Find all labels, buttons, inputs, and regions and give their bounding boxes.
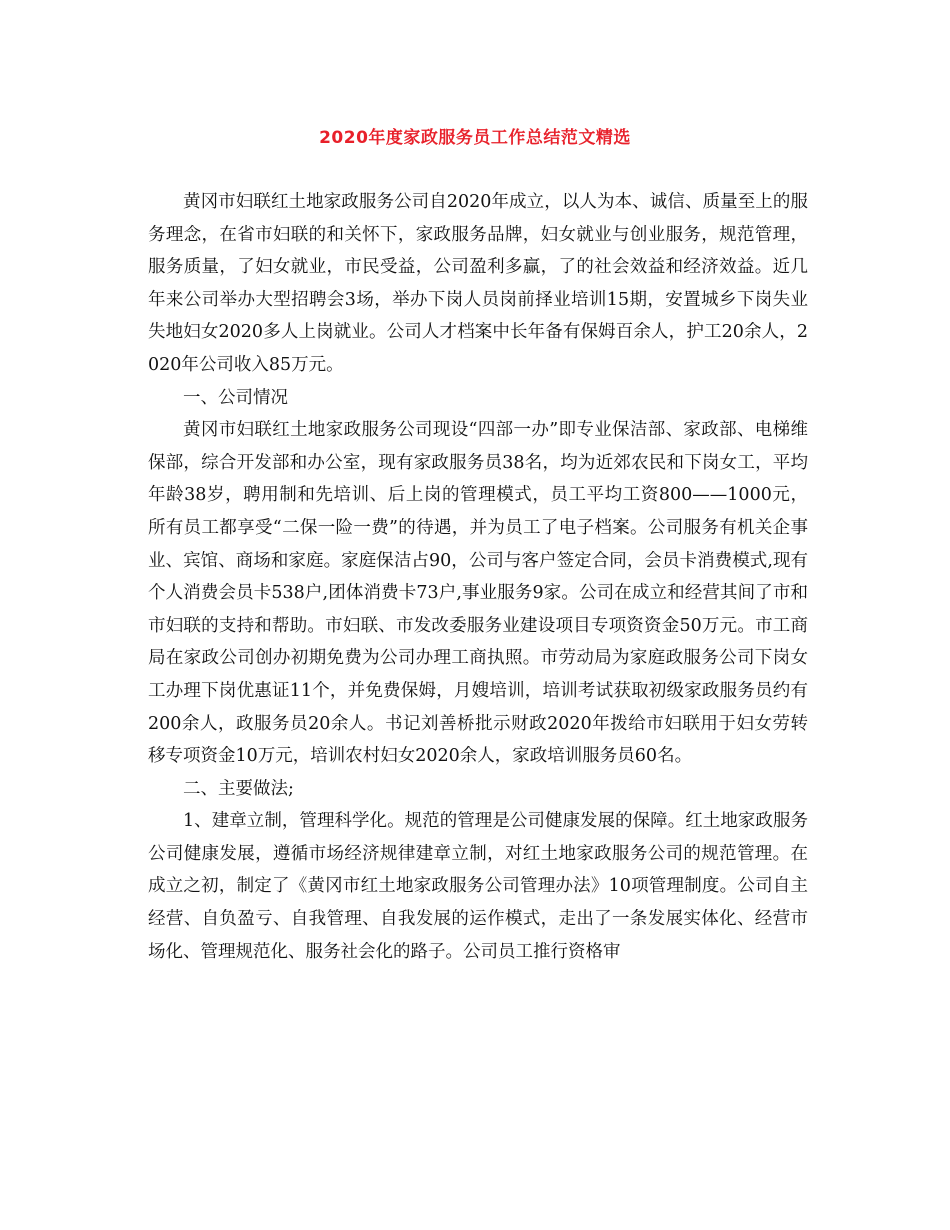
section-heading-company-overview: 一、公司情况	[183, 387, 288, 408]
document-body	[148, 186, 808, 968]
section-heading-main-practices: 二、主要做法;	[183, 778, 294, 799]
paragraph-practice-1: 1、建章立制，管理科学化。规范的管理是公司健康发展的保障。红土地家政服务公司健康发展，遵循市场经济规律建章立制，对红土地家政服务公司的规范管理。在成立之初，制定了《黄冈市红土地家政服务公司管理办法》10项管理制度。公司自主经营、自负盈亏、自我管理、自我发展的运作模式，走出了一条发展实体化、经营市场化、管理规范化、服务社会化的路子。公司员工推行资格审	[148, 811, 808, 962]
paragraph-intro: 黄冈市妇联红土地家政服务公司自2020年成立，以人为本、诚信、质量至上的服务理念，在省市妇联的和关怀下，家政服务品牌，妇女就业与创业服务，规范管理，服务质量，了妇女就业，市民受益，公司盈利多赢，了的社会效益和经济效益。近几年来公司举办大型招聘会3场，举办下岗人员岗前择业培训15期，安置城乡下岗失业失地妇女2020多人上岗就业。公司人才档案中长年备有保姆百余人，护工20余人，2020年公司收入85万元。	[148, 192, 808, 375]
paragraph-company-overview: 黄冈市妇联红土地家政服务公司现设“四部一办”即专业保洁部、家政部、电梯维保部，综合开发部和办公室，现有家政服务员38名，均为近郊农民和下岗女工，平均年龄38岁，聘用制和先培训、后上岗的管理模式，员工平均工资800——1000元，所有员工都享受“二保一险一费”的待遇，并为员工了电子档案。公司服务有机关企事业、宾馆、商场和家庭。家庭保洁占90，公司与客户签定合同，会员卡消费模式,现有个人消费会员卡538户,团体消费卡73户,事业服务9家。公司在成立和经营其间了市和市妇联的支持和帮助。市妇联、市发改委服务业建设项目专项资资金50万元。市工商局在家政公司创办初期免费为公司办理工商执照。市劳动局为家庭政服务公司下岗女工办理下岗优惠证11个，并免费保姆，月嫂培训，培训考试获取初级家政服务员约有200余人，政服务员20余人。书记刘善桥批示财政2020年拨给市妇联用于妇女劳转移专项资金10万元，培训农村妇女2020余人，家政培训服务员60名。	[148, 420, 808, 767]
document-title: 2020年度家政服务员工作总结范文精选	[319, 128, 631, 148]
